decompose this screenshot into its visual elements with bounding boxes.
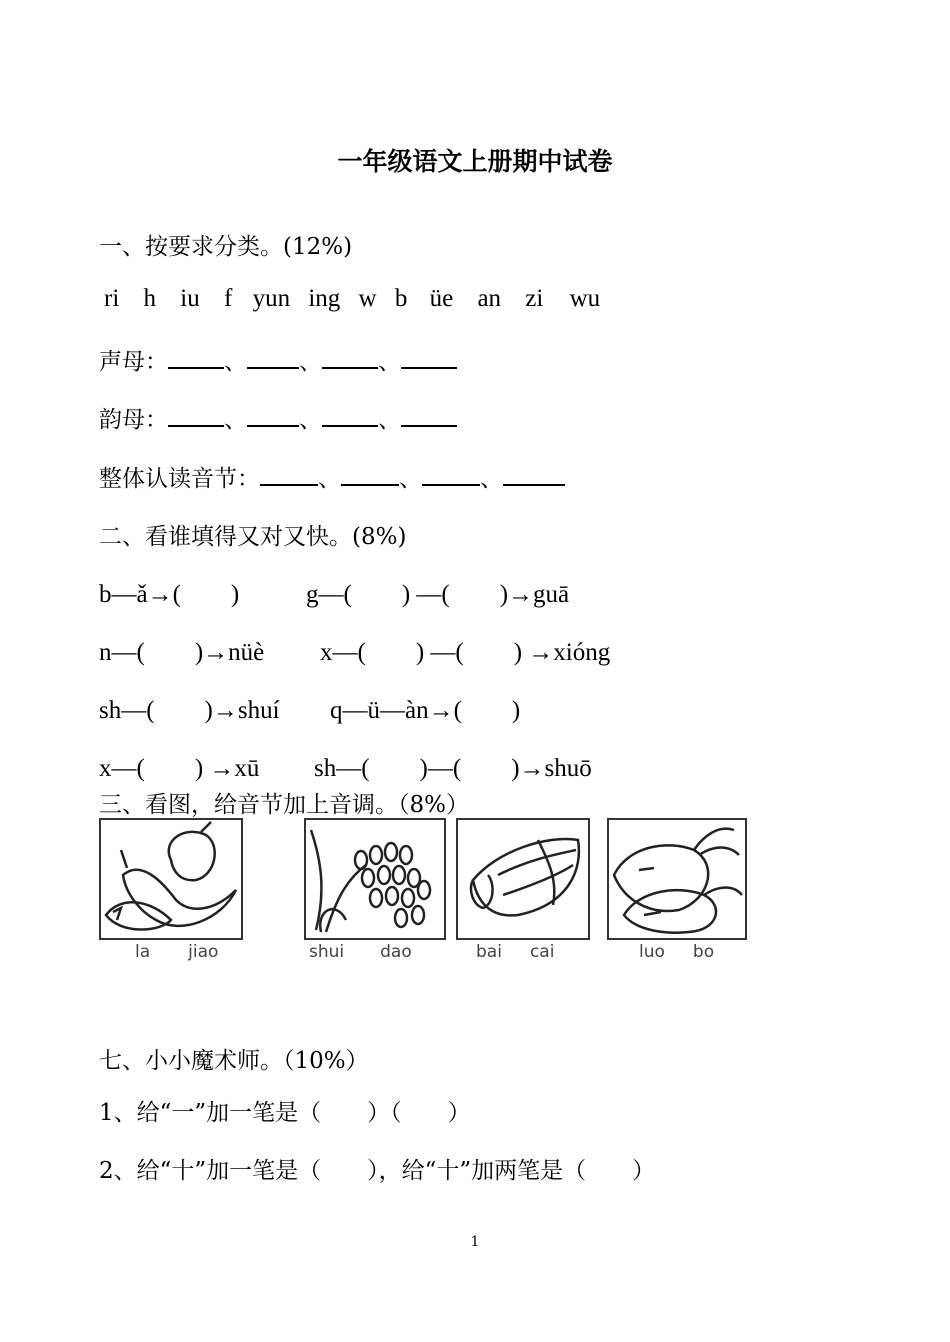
answer-blank[interactable] — [247, 347, 299, 369]
syllable: an — [477, 285, 502, 312]
page-number: 1 — [470, 1234, 480, 1250]
answer-blank[interactable] — [401, 405, 457, 427]
syllable: h — [143, 285, 157, 312]
chili-pepper-picture — [99, 818, 243, 940]
answer-blank[interactable] — [168, 347, 224, 369]
syllable: wu — [569, 285, 601, 312]
spelling-exercise-right: sh—( )—( )→shuō — [314, 755, 592, 782]
section7-heading: 七、小小魔术师。（10%） — [99, 1048, 369, 1074]
spelling-exercise-right: q—ü—àn→( ) — [330, 697, 521, 724]
picture-caption: shui dao — [309, 942, 412, 962]
answer-blank[interactable] — [503, 464, 565, 486]
syllable: f — [223, 285, 233, 312]
answer-blank[interactable] — [247, 405, 299, 427]
picture-caption: luo bo — [639, 942, 715, 962]
separator: 、 — [224, 349, 247, 375]
separator: 、 — [399, 466, 422, 492]
spelling-exercise-left: n—( )→nüè — [99, 639, 265, 666]
separator: 、 — [318, 466, 341, 492]
syllable: iu — [180, 285, 200, 312]
syllable: ing — [308, 285, 341, 312]
spelling-exercise-right: x—( ) —( ) →xióng — [320, 639, 611, 666]
cabbage-picture — [456, 818, 590, 940]
finals-row — [99, 401, 457, 434]
spelling-exercise-left: b—ǎ→( ) — [99, 581, 240, 608]
radish-picture — [607, 818, 747, 940]
initials-row — [99, 343, 457, 376]
syllable-list — [104, 285, 600, 313]
picture-caption: la jiao — [135, 942, 219, 962]
answer-blank[interactable] — [260, 464, 318, 486]
separator: 、 — [480, 466, 503, 492]
syllable: w — [358, 285, 377, 312]
picture-caption: bai cai — [476, 942, 555, 962]
magic-question-1: 1、给“一”加一笔是（ ）（ ） — [99, 1100, 471, 1126]
separator: 、 — [299, 349, 322, 375]
section3-heading: 三、看图，给音节加上音调。（8%） — [99, 792, 469, 818]
answer-blank[interactable] — [401, 347, 457, 369]
finals-label: 韵母： — [99, 407, 168, 433]
answer-blank[interactable] — [422, 464, 480, 486]
answer-blank[interactable] — [322, 347, 378, 369]
spelling-exercise-left: sh—( )→shuí — [99, 697, 280, 724]
rice-plant-picture — [304, 818, 446, 940]
syllable: zi — [525, 285, 544, 312]
section1-heading: 一、按要求分类。(12%) — [99, 234, 353, 260]
separator: 、 — [299, 407, 322, 433]
page-title: 一年级语文上册期中试卷 — [337, 147, 613, 176]
spelling-exercise-left: x—( ) →xū — [99, 755, 260, 782]
syllable: b — [394, 285, 408, 312]
picture-strip — [99, 818, 759, 968]
section2-heading: 二、看谁填得又对又快。(8%) — [99, 524, 407, 550]
spelling-exercise-right: g—( ) —( )→guā — [306, 581, 570, 608]
answer-blank[interactable] — [322, 405, 378, 427]
whole-syllable-row — [99, 460, 565, 493]
separator: 、 — [378, 349, 401, 375]
separator: 、 — [224, 407, 247, 433]
whole-syllable-label: 整体认读音节： — [99, 466, 260, 492]
separator: 、 — [378, 407, 401, 433]
answer-blank[interactable] — [168, 405, 224, 427]
magic-question-2: 2、给“十”加一笔是（ ），给“十”加两笔是（ ） — [99, 1158, 656, 1184]
answer-blank[interactable] — [341, 464, 399, 486]
syllable: üe — [429, 285, 454, 312]
syllable: ri — [104, 285, 120, 312]
syllable: yun — [252, 285, 291, 312]
initials-label: 声母： — [99, 349, 168, 375]
